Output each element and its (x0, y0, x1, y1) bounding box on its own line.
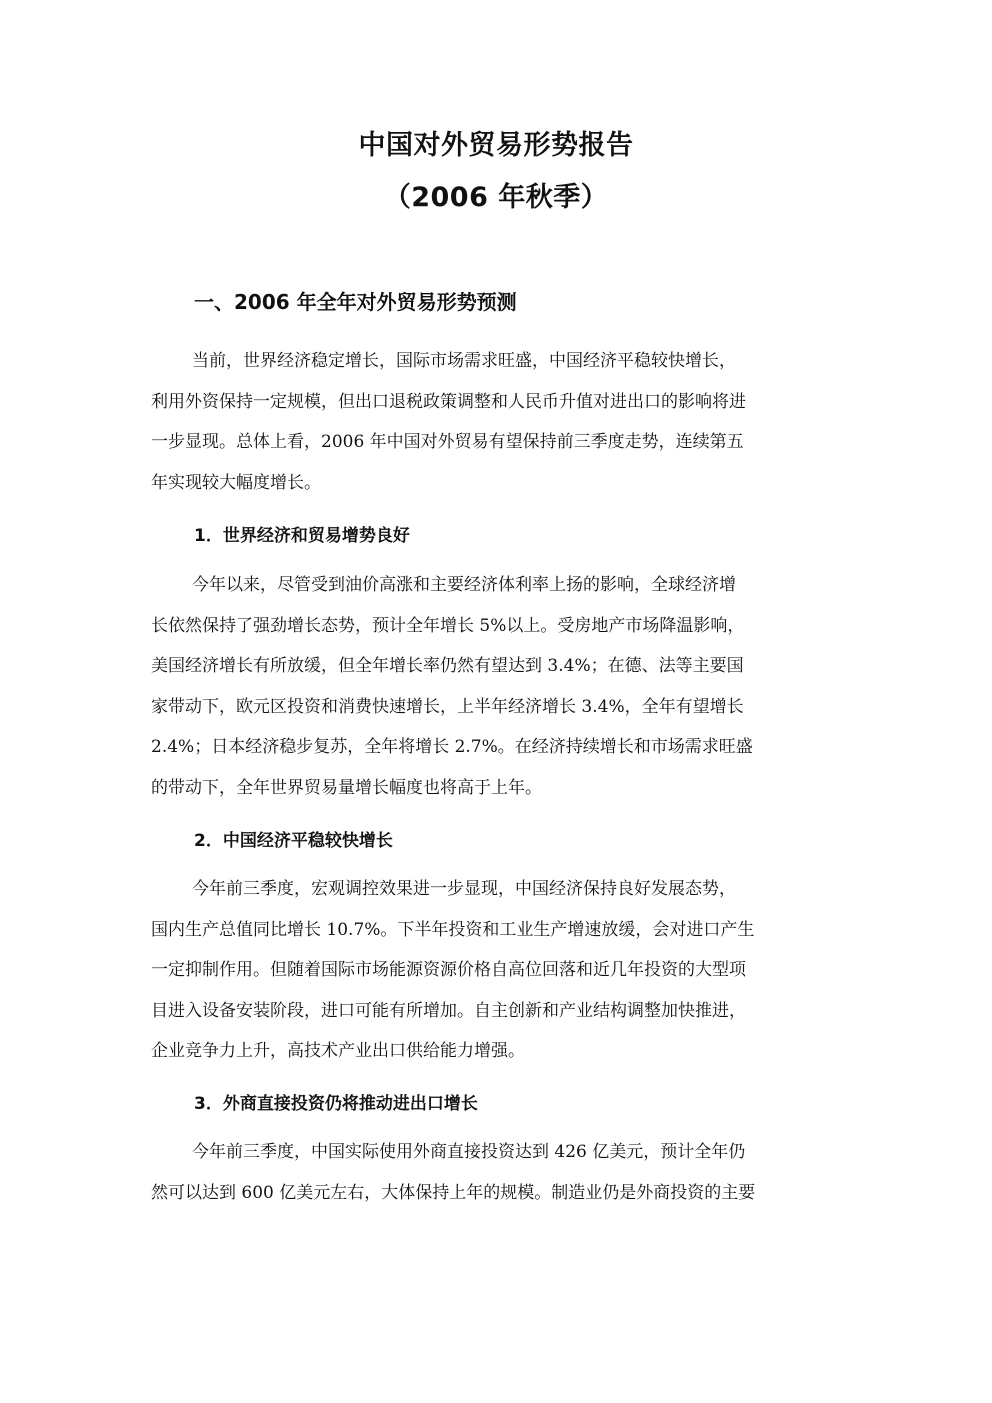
paragraph-line: 今年前三季度，中国实际使用外商直接投资达到 426 亿美元，预计全年仍 (192, 1142, 746, 1162)
subheading-china-economy: 2．中国经济平稳较快增长 (194, 831, 393, 851)
paragraph-line: 美国经济增长有所放缓，但全年增长率仍然有望达到 3.4%；在德、法等主要国 (151, 656, 744, 676)
paragraph-line: 2.4%；日本经济稳步复苏，全年将增长 2.7%。在经济持续增长和市场需求旺盛 (151, 737, 753, 757)
paragraph-line: 目进入设备安装阶段，进口可能有所增加。自主创新和产业结构调整加快推进， (151, 1000, 746, 1021)
paragraph-foreign-investment (151, 1132, 841, 1213)
paragraph-china-economy (151, 869, 841, 1072)
intro-paragraph (151, 341, 841, 503)
document-title: 中国对外贸易形势报告 (358, 130, 634, 161)
paragraph-line: 长依然保持了强劲增长态势，预计全年增长 5%以上。受房地产市场降温影响， (151, 615, 745, 636)
subheading-foreign-investment: 3．外商直接投资仍将推动进出口增长 (194, 1094, 478, 1114)
document-subtitle: （2006 年秋季） (383, 182, 609, 213)
section-heading: 一、2006 年全年对外贸易形势预测 (194, 290, 517, 314)
paragraph-line: 今年前三季度，宏观调控效果进一步显现，中国经济保持良好发展态势， (192, 879, 736, 899)
paragraph-line: 一定抑制作用。但随着国际市场能源资源价格自高位回落和近几年投资的大型项 (151, 960, 746, 980)
paragraph-line: 企业竞争力上升，高技术产业出口供给能力增强。 (151, 1041, 525, 1061)
paragraph-line: 年实现较大幅度增长。 (151, 472, 321, 493)
paragraph-line: 的带动下，全年世界贸易量增长幅度也将高于上年。 (151, 777, 542, 798)
paragraph-world-economy (151, 565, 841, 808)
paragraph-line: 然可以达到 600 亿美元左右，大体保持上年的规模。制造业仍是外商投资的主要 (151, 1182, 756, 1203)
paragraph-line: 国内生产总值同比增长 10.7%。下半年投资和工业生产增速放缓，会对进口产生 (151, 919, 755, 940)
subheading-world-economy: 1．世界经济和贸易增势良好 (194, 526, 410, 546)
paragraph-line: 一步显现。总体上看，2006 年中国对外贸易有望保持前三季度走势，连续第五 (151, 432, 744, 452)
paragraph-line: 今年以来，尽管受到油价高涨和主要经济体利率上扬的影响，全球经济增 (192, 575, 736, 595)
paragraph-line: 当前，世界经济稳定增长，国际市场需求旺盛，中国经济平稳较快增长， (192, 351, 736, 371)
paragraph-line: 家带动下，欧元区投资和消费快速增长，上半年经济增长 3.4%，全年有望增长 (151, 696, 744, 717)
paragraph-line: 利用外资保持一定规模，但出口退税政策调整和人民币升值对进出口的影响将进 (151, 391, 746, 412)
